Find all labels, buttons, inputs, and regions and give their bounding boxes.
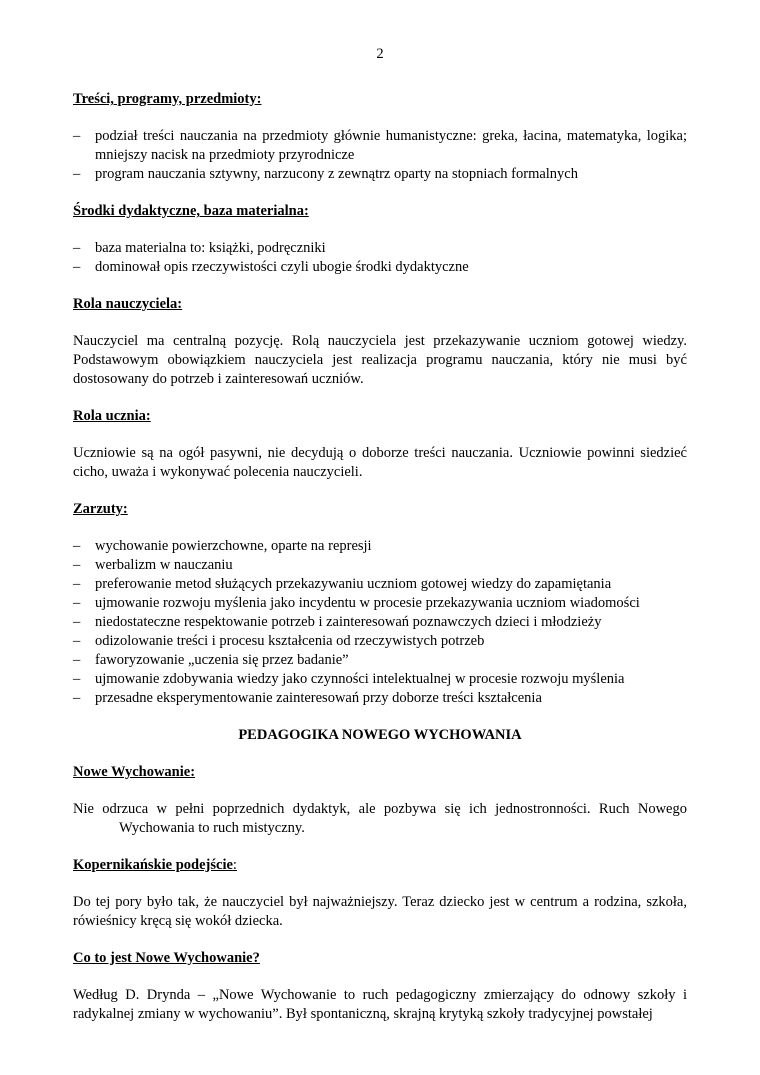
paragraph-rola-ucznia: Uczniowie są na ogół pasywni, nie decydują o doborze treści nauczania. Uczniowie powinni siedzieć cicho, uważa i wykonywać polecenia nauczycieli.: [73, 445, 687, 480]
heading-srodki: Środki dydaktyczne, baza materialna:: [73, 203, 309, 219]
dash-bullet: –: [73, 671, 81, 687]
page-number: 2: [376, 46, 384, 62]
list-item: – ujmowanie rozwoju myślenia jako incydentu w procesie przekazywania uczniom wiadomości: [73, 595, 640, 611]
heading-rola-ucznia: Rola ucznia:: [73, 408, 151, 424]
heading-nowe-wychowanie: Nowe Wychowanie:: [73, 764, 196, 780]
list-item: – wychowanie powierzchowne, oparte na represji: [73, 538, 372, 554]
dash-bullet: –: [73, 128, 81, 144]
list-item: – program nauczania sztywny, narzucony z zewnątrz oparty na stopniach formalnych: [73, 166, 578, 182]
heading-kopernikanskie: Kopernikańskie podejście:: [73, 857, 237, 873]
list-item: – werbalizm w nauczaniu: [73, 557, 233, 573]
dash-bullet: –: [73, 557, 81, 573]
dash-bullet: –: [73, 614, 81, 630]
paragraph-co-to-jest: Według D. Drynda – „Nowe Wychowanie to ruch pedagogiczny zmierzający do odnowy szkoły i radykalnej zmiany w wychowaniu”. Był spontaniczną, skrajną krytyką szkoły tradycyjnej powstałej: [73, 987, 687, 1022]
list-item: – preferowanie metod służących przekazywaniu uczniom gotowej wiedzy do zapamiętania: [73, 576, 612, 592]
paragraph-line: Nie odrzuca w pełni poprzednich dydaktyk, ale pozbywa się ich jednostronności. Ruch Nowego: [73, 801, 687, 817]
list-item: – przesadne eksperymentowanie zainteresowań przy doborze treści kształcenia: [73, 690, 542, 706]
dash-bullet: –: [73, 652, 81, 668]
dash-bullet: –: [73, 166, 81, 182]
heading-rola-nauczyciela: Rola nauczyciela:: [73, 296, 183, 312]
dash-bullet: –: [73, 240, 81, 256]
list-zarzuty: [73, 537, 687, 708]
dash-bullet: –: [73, 259, 81, 275]
heading-co-to-jest: Co to jest Nowe Wychowanie?: [73, 950, 260, 966]
paragraph-nowe-wychowanie: [73, 800, 687, 838]
paragraph-rola-nauczyciela: Nauczyciel ma centralną pozycję. Rolą nauczyciela jest przekazywanie uczniom gotowej wiedzy. Podstawowym obowiązkiem nauczyciela jest realizacja programu nauczania, który nie musi być dostosowany do potrzeb i zainteresowań uczniów.: [73, 333, 687, 387]
section-title: PEDAGOGIKA NOWEGO WYCHOWANIA: [238, 727, 522, 743]
list-tresci: [73, 127, 687, 184]
heading-zarzuty: Zarzuty:: [73, 501, 128, 517]
list-item: – faworyzowanie „uczenia się przez badanie”: [73, 652, 349, 668]
dash-bullet: –: [73, 595, 81, 611]
dash-bullet: –: [73, 633, 81, 649]
list-srodki: [73, 239, 687, 277]
paragraph-kopernikanskie: Do tej pory było tak, że nauczyciel był najważniejszy. Teraz dziecko jest w centrum a rodzina, szkoła, rówieśnicy kręcą się wokół dziecka.: [73, 894, 687, 929]
list-item: – niedostateczne respektowanie potrzeb i zainteresowań poznawczych dzieci i młodzieży: [73, 614, 602, 630]
list-item: – odizolowanie treści i procesu kształcenia od rzeczywistych potrzeb: [73, 633, 485, 649]
dash-bullet: –: [73, 538, 81, 554]
list-item: – ujmowanie zdobywania wiedzy jako czynności intelektualnej w procesie rozwoju myślenia: [73, 671, 625, 687]
heading-tresci: Treści, programy, przedmioty:: [73, 91, 262, 107]
dash-bullet: –: [73, 576, 81, 592]
paragraph-line: Wychowania to ruch mistyczny.: [119, 820, 305, 836]
dash-bullet: –: [73, 690, 81, 706]
list-item: – baza materialna to: książki, podręczniki: [73, 240, 326, 256]
page-content: [73, 90, 687, 1024]
list-item: – dominował opis rzeczywistości czyli ubogie środki dydaktyczne: [73, 259, 469, 275]
list-item: – podział treści nauczania na przedmioty głównie humanistyczne: greka, łacina, matematyka, logika; mniejszy nacisk na przedmioty przyrodnicze: [73, 128, 687, 163]
